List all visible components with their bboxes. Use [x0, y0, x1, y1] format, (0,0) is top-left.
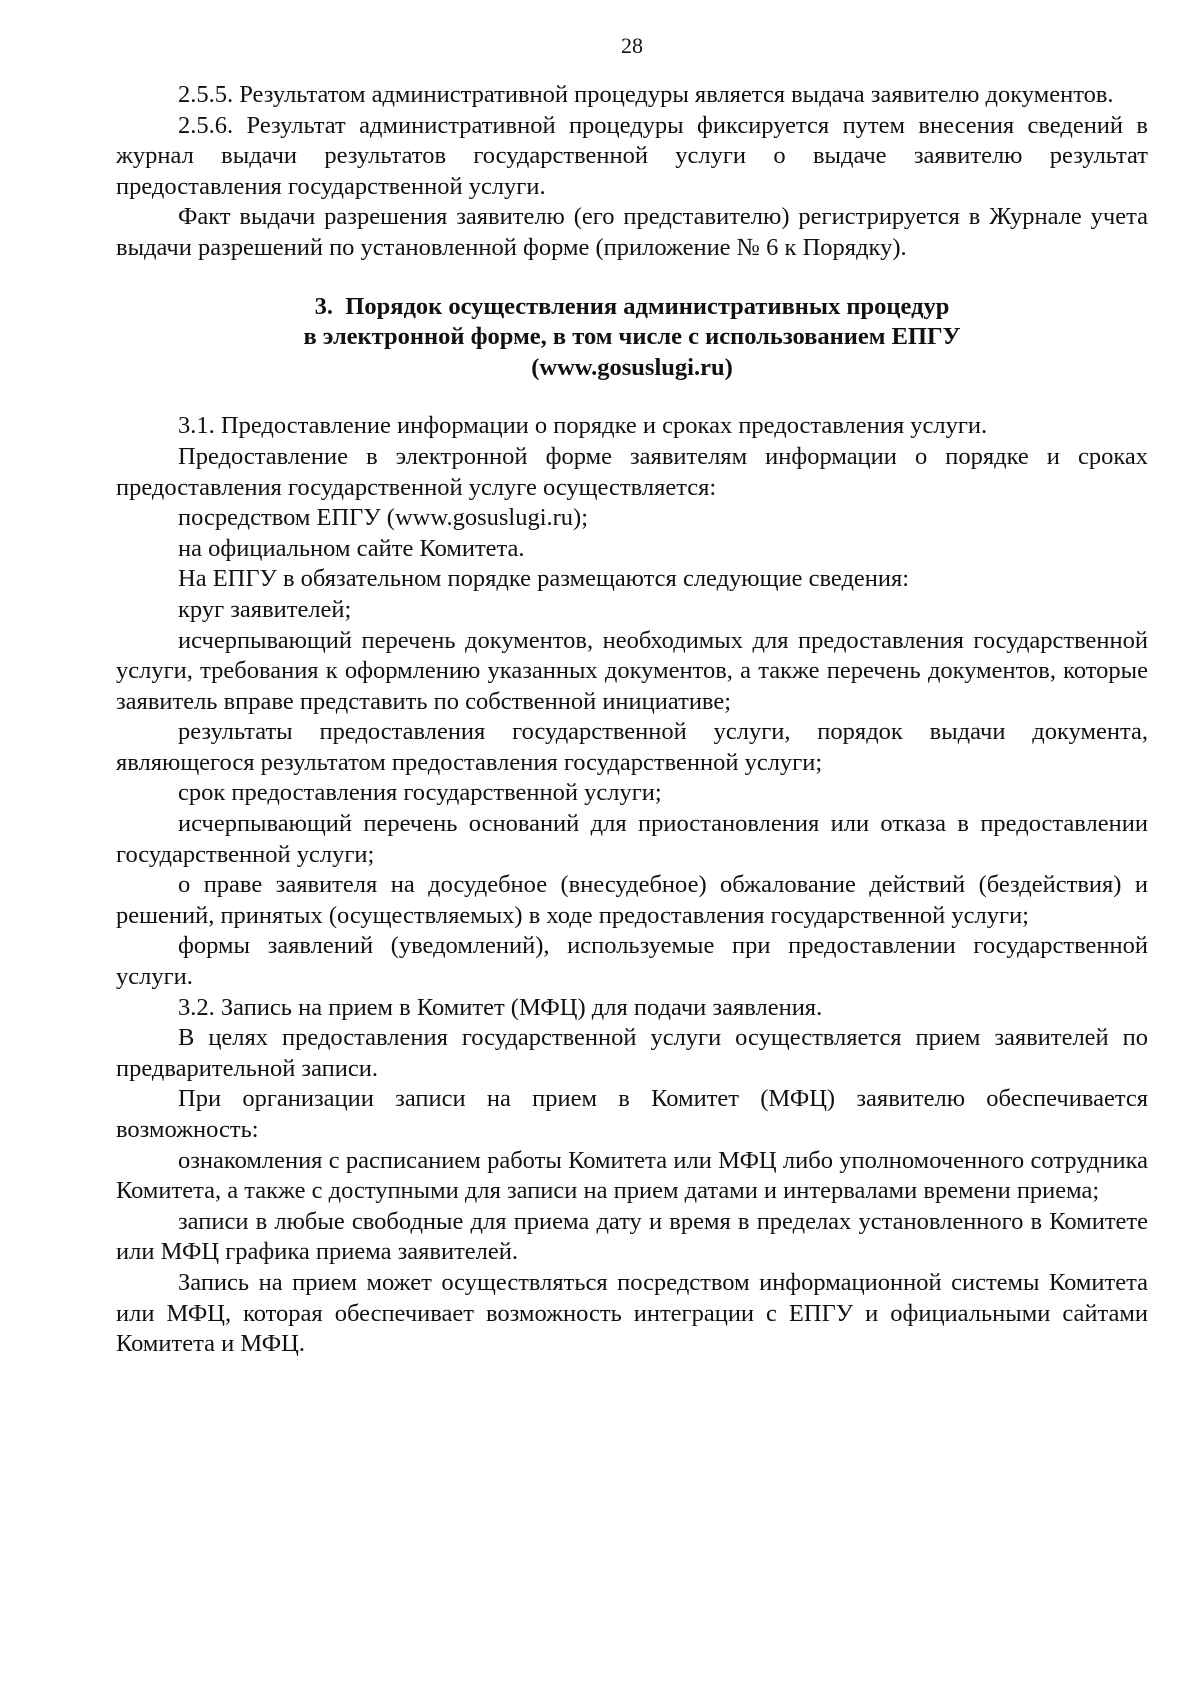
- section-heading-line-2: в электронной форме, в том числе с использованием ЕПГУ: [303, 323, 961, 351]
- paragraph: Запись на прием может осуществляться посредством информационной системы Комитета или МФЦ, которая обеспечивает возможность интеграции с ЕПГУ и официальными сайтами Комитета и МФЦ.: [116, 1268, 1148, 1358]
- paragraph-3-1: 3.1. Предоставление информации о порядке и сроках предоставления услуги.: [178, 412, 988, 440]
- list-item: исчерпывающий перечень документов, необходимых для предоставления государственной услуги, требования к оформлению указанных документов, а также перечень документов, которые заявитель вправе представить по собственной инициативе;: [116, 626, 1148, 715]
- paragraph: На ЕПГУ в обязательном порядке размещаются следующие сведения:: [178, 565, 910, 593]
- section-heading-line-1: 3. Порядок осуществления административных процедур: [314, 292, 950, 320]
- list-item: срок предоставления государственной услуги;: [178, 779, 662, 807]
- page-number: 28: [621, 33, 643, 58]
- list-item: формы заявлений (уведомлений), используемые при предоставлении государственной услуги.: [116, 932, 1148, 991]
- list-item: исчерпывающий перечень оснований для приостановления или отказа в предоставлении государственной услуги;: [116, 810, 1148, 868]
- paragraph-2-5-5: 2.5.5. Результатом административной процедуры является выдача заявителю документов.: [178, 81, 1114, 108]
- paragraph: При организации записи на прием в Комитет (МФЦ) заявителю обеспечивается возможность:: [116, 1085, 1148, 1143]
- paragraphs-main: [116, 411, 1148, 1359]
- paragraphs-top: [116, 80, 1148, 264]
- list-item: о праве заявителя на досудебное (внесудебное) обжалование действий (бездействия) и решений, принятых (осуществляемых) в ходе предоставления государственной услуги;: [116, 871, 1148, 929]
- list-item: записи в любые свободные для приема дату и время в пределах установленного в Комитете или МФЦ графика приема заявителей.: [116, 1207, 1148, 1266]
- list-item: результаты предоставления государственной услуги, порядок выдачи документа, являющегося результатом предоставления государственной услуги;: [116, 718, 1148, 776]
- section-heading: [116, 292, 1148, 384]
- paragraph-permit-issuance: Факт выдачи разрешения заявителю (его представителю) регистрируется в Журнале учета выдачи разрешений по установленной форме (приложение № 6 к Порядку).: [116, 203, 1148, 261]
- paragraph-2-5-6: 2.5.6. Результат административной процедуры фиксируется путем внесения сведений в журнал выдачи результатов государственной услуги о выдаче заявителю результат предоставления государственной услуги.: [116, 111, 1148, 200]
- paragraph: В целях предоставления государственной услуги осуществляется прием заявителей по предварительной записи.: [116, 1024, 1148, 1082]
- list-item: ознакомления с расписанием работы Комитета или МФЦ либо уполномоченного сотрудника Комитета, а также с доступными для записи на прием датами и интервалами времени приема;: [116, 1146, 1148, 1205]
- list-item: круг заявителей;: [178, 595, 352, 623]
- paragraph: Предоставление в электронной форме заявителям информации о порядке и сроках предоставления государственной услуге осуществляется:: [116, 442, 1148, 501]
- paragraph-3-2: 3.2. Запись на прием в Комитет (МФЦ) для подачи заявления.: [178, 993, 823, 1021]
- list-item: на официальном сайте Комитета.: [178, 534, 525, 562]
- section-heading-line-3: (www.gosuslugi.ru): [531, 353, 733, 381]
- list-item: посредством ЕПГУ (www.gosuslugi.ru);: [178, 504, 589, 532]
